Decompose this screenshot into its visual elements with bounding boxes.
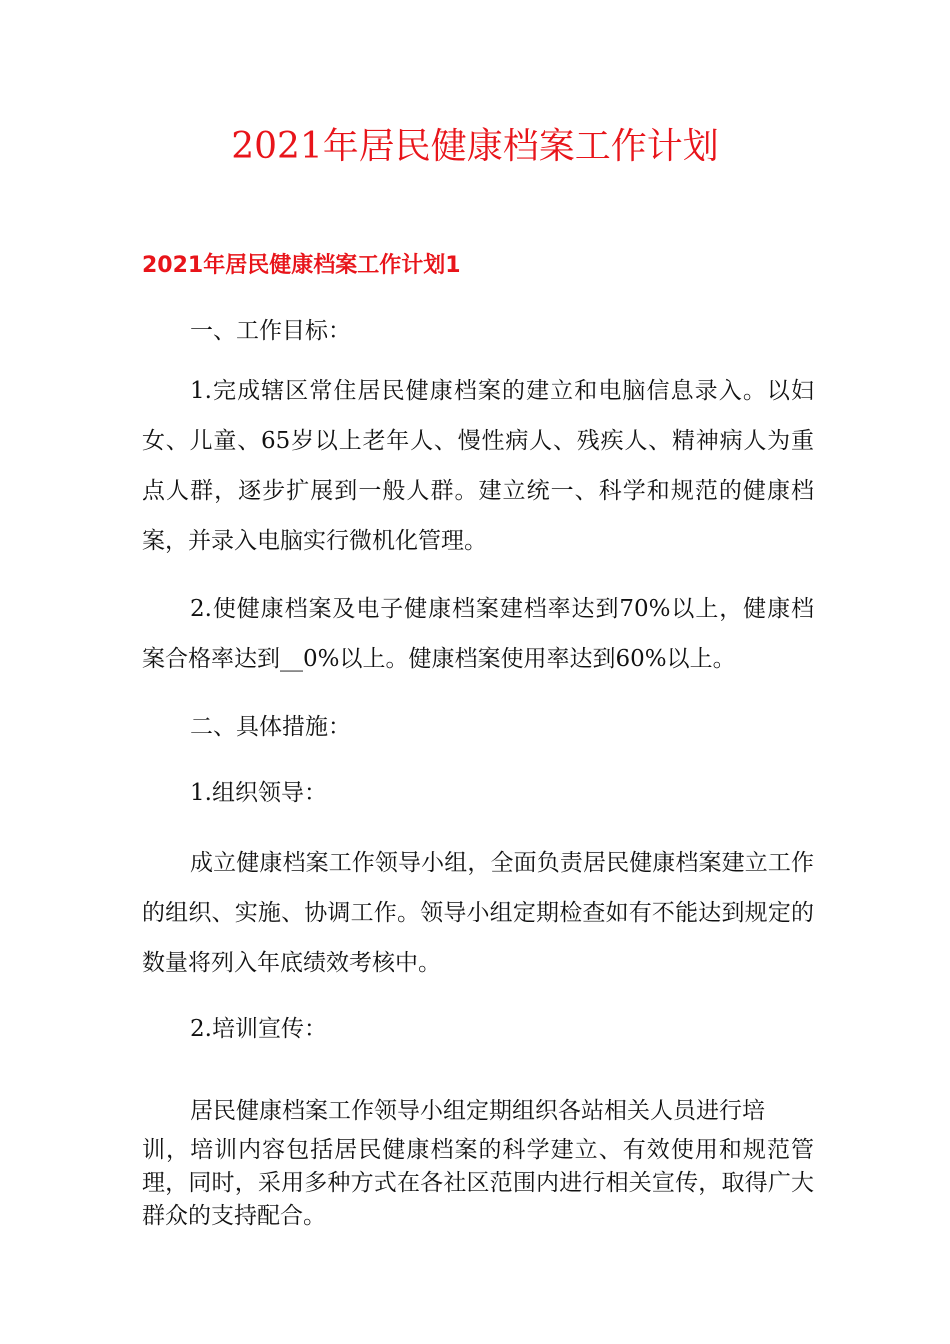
section-heading: 2021年居民健康档案工作计划1 (142, 253, 461, 278)
paragraph-training-body: 训，培训内容包括居民健康档案的科学建立、有效使用和规范管理，同时，采用多种方式在各社区范围内进行相关宣传，取得广大群众的支持配合。 (142, 1137, 814, 1229)
paragraph-organization-heading: 1.组织领导： (190, 780, 327, 806)
paragraph-organization-body: 成立健康档案工作领导小组，全面负责居民健康档案建立工作的组织、实施、协调工作。领导小组定期检查如有不能达到规定的数量将列入年底绩效考核中。 (142, 850, 814, 976)
paragraph-goal-2: 2.使健康档案及电子健康档案建档率达到70%以上，健康档案合格率达到__0%以上。健康档案使用率达到60%以上。 (142, 596, 814, 672)
paragraph-measures-heading: 二、具体措施： (190, 714, 351, 740)
paragraph-training-body-line1: 居民健康档案工作领导小组定期组织各站相关人员进行培 (190, 1098, 765, 1124)
paragraph-training-heading: 2.培训宣传： (190, 1016, 327, 1042)
paragraph-work-goals-heading: 一、工作目标： (190, 318, 351, 344)
document-title: 2021年居民健康档案工作计划 (231, 126, 719, 167)
paragraph-goal-1: 1.完成辖区常住居民健康档案的建立和电脑信息录入。以妇女、儿童、65岁以上老年人、慢性病人、残疾人、精神病人为重点人群，逐步扩展到一般人群。建立统一、科学和规范的健康档案，并录入电脑实行微机化管理。 (142, 378, 814, 554)
